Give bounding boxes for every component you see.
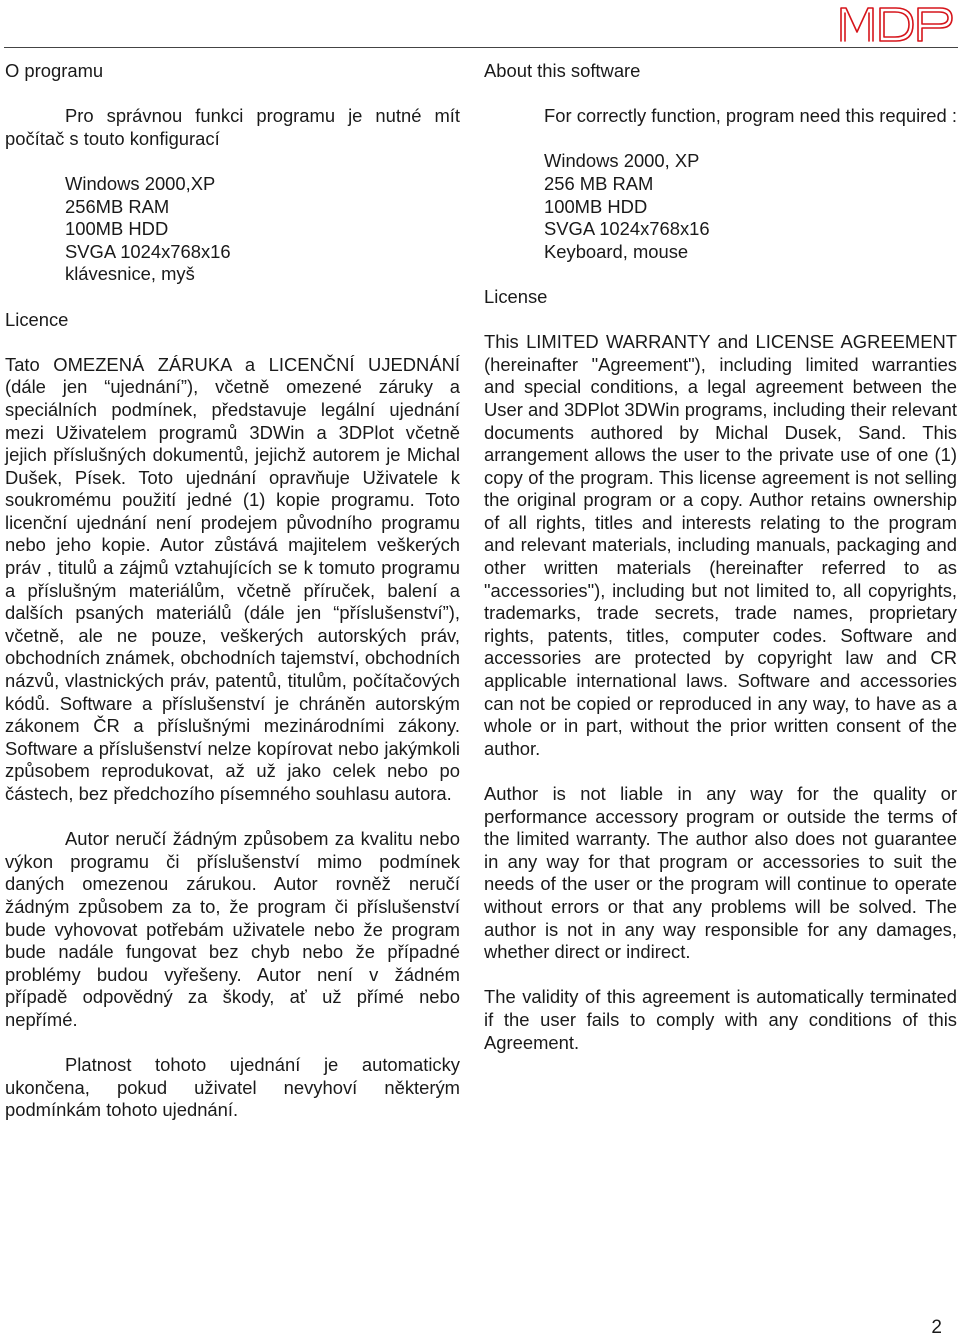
license-paragraph-en: The validity of this agreement is automatically terminated if the user fails to comply with any conditions of this Agreement. — [484, 986, 957, 1053]
about-heading-cz: O programu — [5, 60, 104, 81]
requirement-item: SVGA 1024x768x16 — [544, 218, 710, 240]
license-heading-en: License — [484, 285, 548, 307]
mdp-logo — [838, 4, 956, 44]
requirement-item: klávesnice, myš — [65, 263, 195, 285]
requirement-item: 256MB RAM — [65, 195, 170, 217]
czech-column — [5, 60, 460, 1145]
license-paragraph-cz: Autor neručí žádným způsobem za kvalitu nebo výkon programu či příslušenství mimo podmínek daných omezenou zárukou. Autor rovněž neručí žádným způsobem za to, že program či příslušenství bude vyhovovat potřebám uživatele nebo že program bude nadále fungovat bez chyb nebo že případné problémy budou vyřešeny. Autor není v žádném případě odpovědný za škody, ať už přímé nebo nepřímé. — [5, 828, 460, 1030]
about-heading-en: About this software — [484, 60, 641, 81]
requirement-item: 256 MB RAM — [544, 172, 654, 194]
requirement-item: 100MB HDD — [65, 218, 169, 240]
logo-letter-p — [918, 8, 952, 41]
license-paragraph-cz: Platnost tohoto ujednání je automaticky ukončena, pokud uživatel nevyhoví některým podmínkám tohoto ujednání. — [5, 1054, 460, 1121]
header-rule — [4, 47, 958, 48]
license-paragraph-cz: Tato OMEZENÁ ZÁRUKA a LICENČNÍ UJEDNÁNÍ (dále jen “ujednání”), včetně omezené záruky a speciálních podmínek, představuje legální ujednání mezi Uživatelem programů 3DWin a 3DPlot včetně jejich příslušných dokumentů, jejichž autorem je Michal Dušek, Písek. Toto ujednání opravňuje Uživatele k soukromému použití jedné (1) kopie programu. Toto licenční ujednání není prodejem původního programu nebo jeho kopie. Autor zůstává majitelem veškerých práv , titulů a zájmů vztahujících se k tomuto programu a příslušným materiálům, včetně příruček, balení a dalších psaných materiálů (dále jen “příslušenství”), včetně, ale ne pouze, veškerých autorských práv, obchodních známek, obchodních tajemství, obchodních názvů, vlastnických práv, patentů, titulům, počítačových kódů. Software a příslušenství je chráněn autorským zákonem ČR a příslušnými mezinárodními zákony. Software a příslušenství nelze kopírovat nebo jakýmkoli způsobem reprodukovat, až už jako celek nebo po částech, bez předchozího písemného souhlasu autora. — [5, 353, 460, 804]
requirements-intro-en: For correctly function, program need this required : — [544, 105, 957, 127]
requirements-list-en — [544, 150, 957, 263]
requirement-item: Windows 2000, XP — [544, 150, 700, 172]
license-paragraph-en: This LIMITED WARRANTY and LICENSE AGREEMENT (hereinafter "Agreement"), including limited warranties and special conditions, a legal agreement between the User and 3DPlot 3DWin programs, including their relevant documents authored by Michal Dusek, Sand. This arrangement allows the user to the private use of one (1) copy of the program. This license agreement is not selling the original program or a copy. Author retains ownership of all rights, titles and interests relating to the program and relevant materials, including manuals, packaging and other written materials (hereinafter referred to as "accessories"), including but not limited to, all copyrights, trademarks, trade secrets, trade names, proprietary rights, patents, titles, computer codes. Software and accessories are protected by copyright law and CR applicable international laws. Software and accessories can not be copied or reproduced in any way, to have as a whole or in part, without the prior written consent of the author. — [484, 331, 957, 759]
license-paragraph-en: Author is not liable in any way for the quality or performance accessory program or outside the terms of the limited warranty. The author also does not guarantee in any way for that program or accessories to suit the needs of the user or the program will continue to operate without errors or that any problems will be solved. The author is not in any way responsible for any damages, whether direct or indirect. — [484, 783, 957, 963]
requirement-item: SVGA 1024x768x16 — [65, 240, 231, 262]
page-number: 2 — [931, 1317, 942, 1338]
logo-letter-m — [841, 8, 873, 41]
requirement-item: Keyboard, mouse — [544, 240, 689, 262]
requirement-item: Windows 2000,XP — [65, 172, 216, 194]
english-column — [484, 60, 957, 1077]
requirement-item: 100MB HDD — [544, 195, 648, 217]
requirements-list-cz — [65, 173, 460, 286]
license-heading-cz: Licence — [5, 308, 69, 330]
requirements-intro-cz: Pro správnou funkci programu je nutné mít počítač s touto konfigurací — [5, 105, 460, 149]
logo-letter-d — [880, 8, 913, 41]
